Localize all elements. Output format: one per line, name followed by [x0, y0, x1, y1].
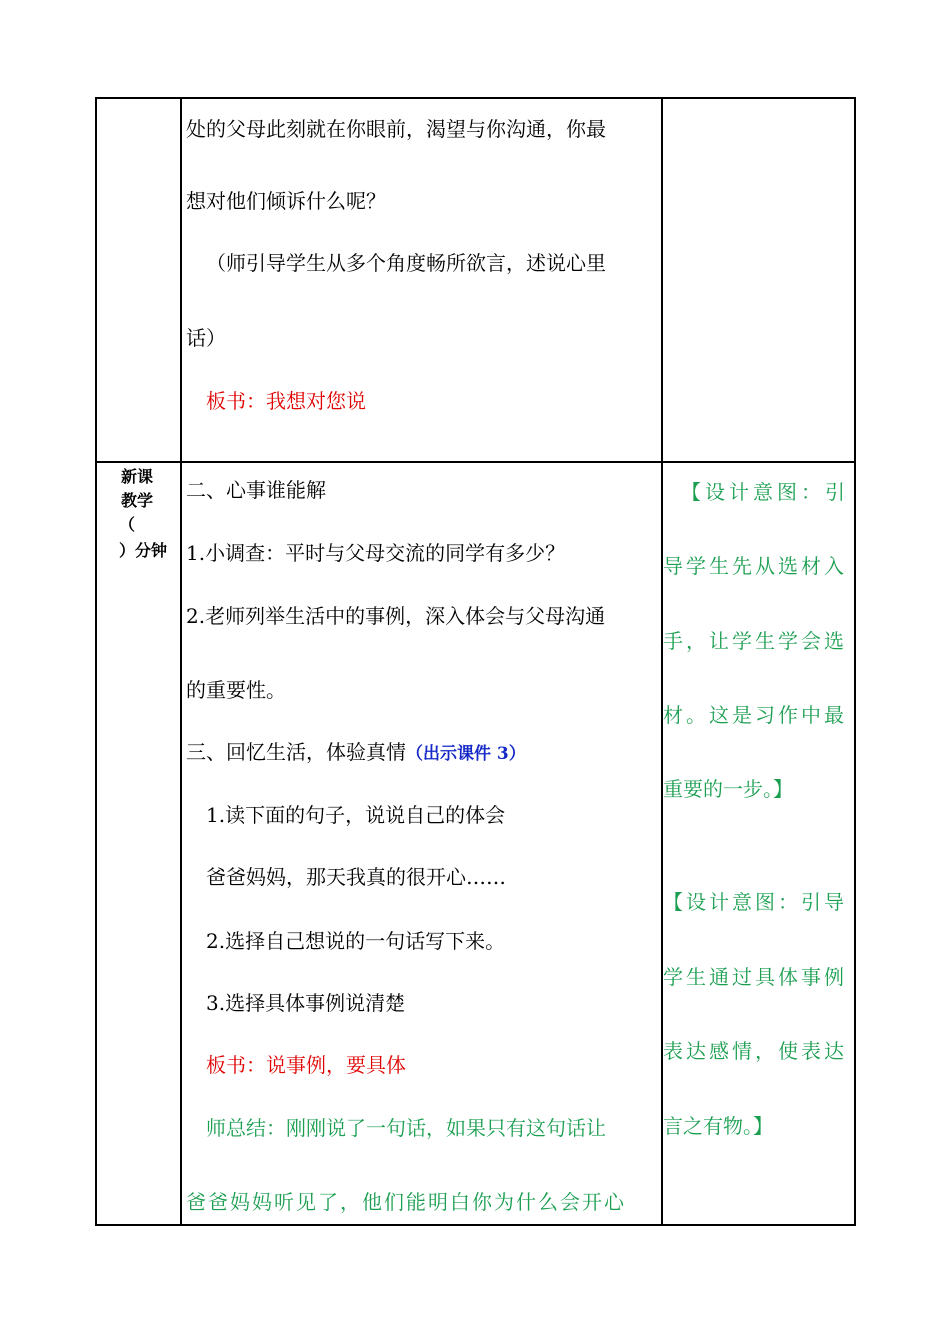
- text-line: 话）: [186, 326, 226, 350]
- design-note-line: 学生通过具体事例: [663, 965, 847, 989]
- section-title-text: 三、回忆生活，体验真情: [186, 740, 406, 764]
- design-note-cell: [662, 98, 855, 462]
- section-label-cell: [96, 462, 181, 1225]
- teacher-summary: 爸爸妈妈听见了，他们能明白你为什么会开心: [186, 1190, 626, 1214]
- section-label-line: （: [119, 515, 136, 534]
- table-row: [96, 462, 855, 1225]
- board-note: 板书：我想对您说: [206, 389, 366, 413]
- section-label-line: 新课: [121, 467, 154, 486]
- design-note-line: 材。这是习作中最: [663, 703, 847, 727]
- table-row: [96, 98, 855, 462]
- design-note-line: 表达感情，使表达: [663, 1039, 847, 1063]
- design-note-line: 【设计意图：引: [681, 480, 849, 504]
- text-line: 想对他们倾诉什么呢？: [186, 189, 386, 213]
- text-line: 3.选择具体事例说清楚: [206, 991, 406, 1015]
- text-line: 处的父母此刻就在你眼前，渴望与你沟通，你最: [186, 117, 606, 141]
- section-title: [186, 740, 526, 766]
- text-line: 2.选择自己想说的一句话写下来。: [206, 929, 506, 953]
- board-note: 板书：说事例，要具体: [206, 1053, 406, 1077]
- text-line: 的重要性。: [186, 678, 286, 702]
- courseware-ref: （出示课件 3）: [406, 744, 526, 764]
- lesson-plan-table: [95, 97, 856, 1226]
- design-note-cell: [662, 462, 855, 1225]
- design-note-line: 手，让学生学会选: [663, 629, 847, 653]
- example-sentence: 爸爸妈妈，那天我真的很开心……: [206, 865, 506, 889]
- teacher-summary: 师总结：刚刚说了一句话，如果只有这句话让: [206, 1116, 606, 1140]
- section-label-cell: [96, 98, 181, 462]
- content-cell: [181, 98, 662, 462]
- text-line: 1.读下面的句子，说说自己的体会: [206, 803, 506, 827]
- design-note-line: 导学生先从选材入: [663, 554, 847, 578]
- text-line: 1.小调查：平时与父母交流的同学有多少？: [186, 541, 566, 565]
- text-line: （师引导学生从多个角度畅所欲言，述说心里: [206, 251, 606, 275]
- design-note-line: 重要的一步。】: [663, 777, 793, 801]
- content-cell: [181, 462, 662, 1225]
- section-label-line: ）分钟: [119, 541, 168, 560]
- design-note-line: 言之有物。】: [663, 1114, 773, 1138]
- section-label-line: 教学: [121, 491, 154, 510]
- text-line: 2.老师列举生活中的事例，深入体会与父母沟通: [186, 604, 606, 628]
- design-note-line: 【设计意图：引导: [663, 890, 847, 914]
- section-title: 二、心事谁能解: [186, 478, 326, 502]
